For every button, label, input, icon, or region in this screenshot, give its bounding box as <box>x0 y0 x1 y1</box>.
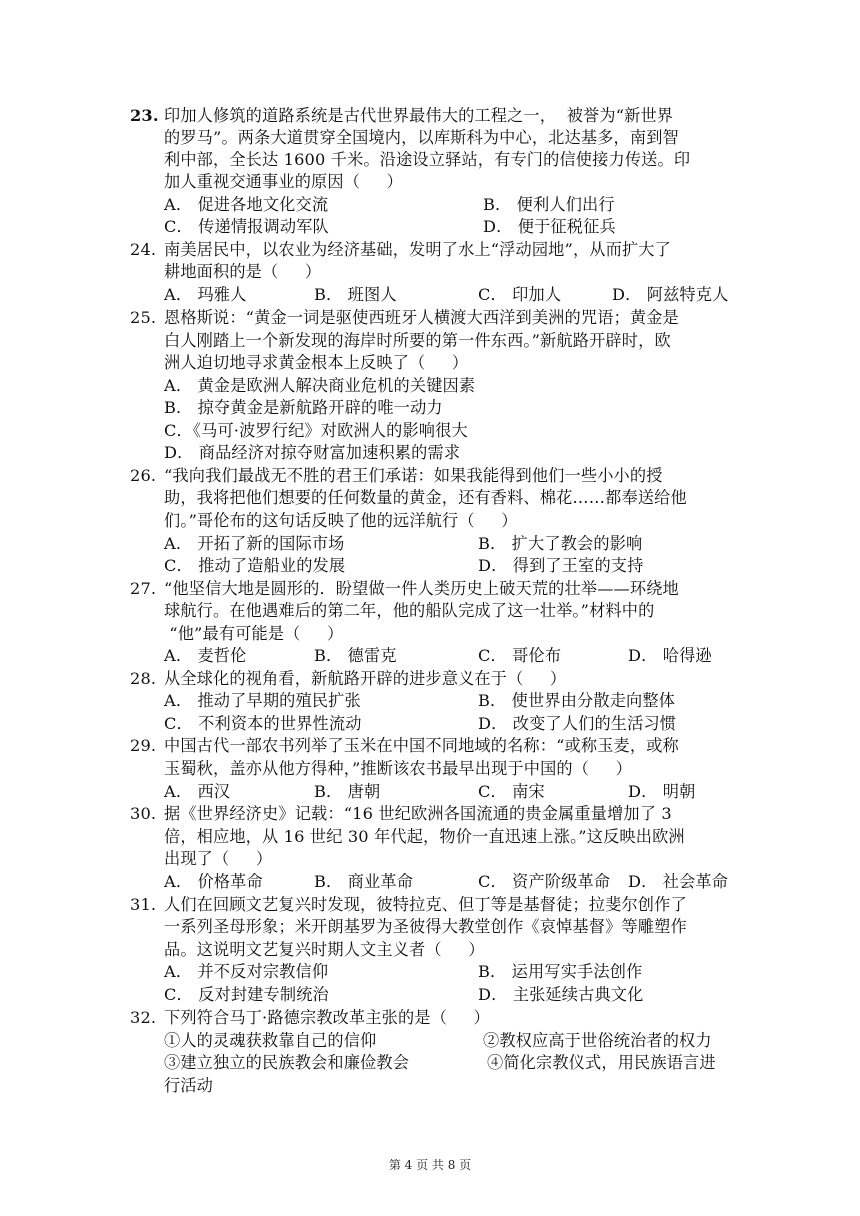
question-31-number: 31. <box>130 895 157 914</box>
question-30-stem-line: 出现了（ ） <box>164 849 273 868</box>
option-b: B． 便利人们出行 <box>483 195 615 214</box>
question-29-stem-line: 中国古代一部农书列举了玉米在中国不同地域的名称：“或称玉麦，或称 <box>164 736 679 755</box>
question-32-number: 32. <box>130 1008 157 1027</box>
question-26-stem-line: “我向我们最战无不胜的君王们承诺：如果我能得到他们一些小小的授 <box>164 466 663 485</box>
option-b: B． 德雷克 <box>314 646 397 665</box>
option-c: C． 反对封建专制统治 <box>164 985 329 1004</box>
statement-item: ④简化宗教仪式，用民族语言进 <box>487 1053 716 1072</box>
option-c: C． 传递情报调动军队 <box>164 217 329 236</box>
question-25-stem-line: 恩格斯说：“黄金一词是驱使西班牙人横渡大西洋到美洲的咒语；黄金是 <box>164 308 679 327</box>
question-30-stem-line: 据《世界经济史》记载：“16 世纪欧洲各国流通的贵金属重量增加了 3 <box>164 804 672 823</box>
option-d: D． 哈得逊 <box>628 646 712 665</box>
option-c: C． 哥伦布 <box>478 646 562 665</box>
option-c: C． 不利资本的世界性流动 <box>164 714 362 733</box>
option-d: D． 得到了王室的支持 <box>478 556 644 575</box>
question-26-stem-line: 们。”哥伦布的这句话反映了他的远洋航行（ ） <box>164 511 518 530</box>
question-26-stem-line: 助，我将把他们想要的任何数量的黄金，还有香料、棉花……都奉送给他 <box>164 488 687 507</box>
option-d: D． 社会革命 <box>628 872 729 891</box>
page-footer: 第 4 页 共 8 页 <box>388 1158 472 1172</box>
option-a: A． 西汉 <box>164 782 231 801</box>
question-29-number: 29. <box>130 736 157 755</box>
option-d: D． 阿兹特克人 <box>612 285 729 304</box>
option-b: B． 掠夺黄金是新航路开辟的唯一动力 <box>164 398 443 417</box>
option-b: B． 唐朝 <box>314 782 381 801</box>
question-25-stem-line: 白人刚踏上一个新发现的海岸时所要的第一件东西。”新航路开辟时，欧 <box>164 331 671 350</box>
option-d: D． 商品经济对掠夺财富加速积累的需求 <box>164 443 461 462</box>
statement-item-continuation: 行活动 <box>164 1076 214 1095</box>
statement-item: ①人的灵魂获救靠自己的信仰 <box>164 1031 377 1050</box>
question-27-stem-line: 球航行。在他遇难后的第二年，他的船队完成了这一壮举。”材料中的 <box>164 601 655 620</box>
option-d: D． 主张延续古典文化 <box>478 985 644 1004</box>
option-a: A． 价格革命 <box>164 872 263 891</box>
option-c: C． 南宋 <box>478 782 545 801</box>
option-c: C． 印加人 <box>478 285 562 304</box>
question-31-stem-line: 人们在回顾文艺复兴时发现，彼特拉克、但丁等是基督徒；拉斐尔创作了 <box>164 895 687 914</box>
option-c: C． 资产阶级革命 <box>478 872 611 891</box>
option-a: A． 促进各地文化交流 <box>164 195 329 214</box>
option-b: B． 商业革命 <box>314 872 414 891</box>
question-26-number: 26. <box>130 466 157 485</box>
option-a: A． 推动了早期的殖民扩张 <box>164 691 361 710</box>
question-23-stem-line: 利中部，全长达 1600 千米。沿途设立驿站，有专门的信使接力传送。印 <box>164 150 691 169</box>
question-25-stem-line: 洲人迫切地寻求黄金根本上反映了（ ） <box>164 353 469 372</box>
question-25-number: 25. <box>130 308 157 327</box>
option-c: C． 推动了造船业的发展 <box>164 556 346 575</box>
option-d: D． 改变了人们的生活习惯 <box>478 714 677 733</box>
option-b: B． 班图人 <box>314 285 397 304</box>
question-23-stem-line: 印加人修筑的道路系统是古代世界最伟大的工程之一， 被誉为“新世界 <box>164 106 674 125</box>
question-27-number: 27. <box>130 579 157 598</box>
question-30-number: 30. <box>130 804 157 823</box>
option-a: A． 黄金是欧洲人解决商业危机的关键因素 <box>164 376 476 395</box>
statement-item: ③建立独立的民族教会和廉俭教会 <box>164 1053 410 1072</box>
question-29-stem-line: 玉蜀秋，盖亦从他方得种，”推断该农书最早出现于中国的（ ） <box>164 759 632 778</box>
option-d: D． 便于征税征兵 <box>483 217 616 236</box>
question-24-stem-line: 耕地面积的是（ ） <box>164 262 322 281</box>
question-28-stem-line: 从全球化的视角看，新航路开辟的进步意义在于（ ） <box>164 669 567 688</box>
question-30-stem-line: 倍，相应地，从 16 世纪 30 年代起，物价一直迅速上涨。”这反映出欧洲 <box>164 827 685 846</box>
question-32-stem-line: 下列符合马丁·路德宗教改革主张的是（ ） <box>164 1008 490 1027</box>
option-a: A． 麦哲伦 <box>164 646 247 665</box>
option-b: B． 使世界由分散走向整体 <box>478 691 676 710</box>
question-24-stem-line: 南美居民中，以农业为经济基础，发明了水上“浮动园地”，从而扩大了 <box>164 240 671 259</box>
option-c: C．《马可·波罗行纪》对欧洲人的影响很大 <box>164 421 468 440</box>
question-31-stem-line: 品。这说明文艺复兴时期人文主义者（ ） <box>164 940 485 959</box>
option-a: A． 玛雅人 <box>164 285 247 304</box>
statement-item: ②教权应高于世俗统治者的权力 <box>483 1031 712 1050</box>
option-d: D． 明朝 <box>628 782 696 801</box>
option-a: A． 并不反对宗教信仰 <box>164 962 329 981</box>
option-a: A． 开拓了新的国际市场 <box>164 534 345 553</box>
question-27-stem-line: “他坚信大地是圆形的．盼望做一件人类历史上破天荒的壮举——环绕地 <box>164 579 679 598</box>
question-23-stem-line: 加人重视交通事业的原因（ ） <box>164 172 403 191</box>
option-b: B． 运用写实手法创作 <box>478 962 643 981</box>
question-27-stem-line: “他”最有可能是（ ） <box>164 624 344 643</box>
question-31-stem-line: 一系列圣母形象；米开朗基罗为圣彼得大教堂创作《哀悼基督》等雕塑作 <box>164 917 687 936</box>
option-b: B． 扩大了教会的影响 <box>478 534 643 553</box>
question-23-stem-line: 的罗马”。两条大道贯穿全国境内，以库斯科为中心，北达基多，南到智 <box>164 128 679 147</box>
question-23-number: 23. <box>130 106 159 125</box>
question-28-number: 28. <box>130 669 157 688</box>
question-24-number: 24. <box>130 240 157 259</box>
